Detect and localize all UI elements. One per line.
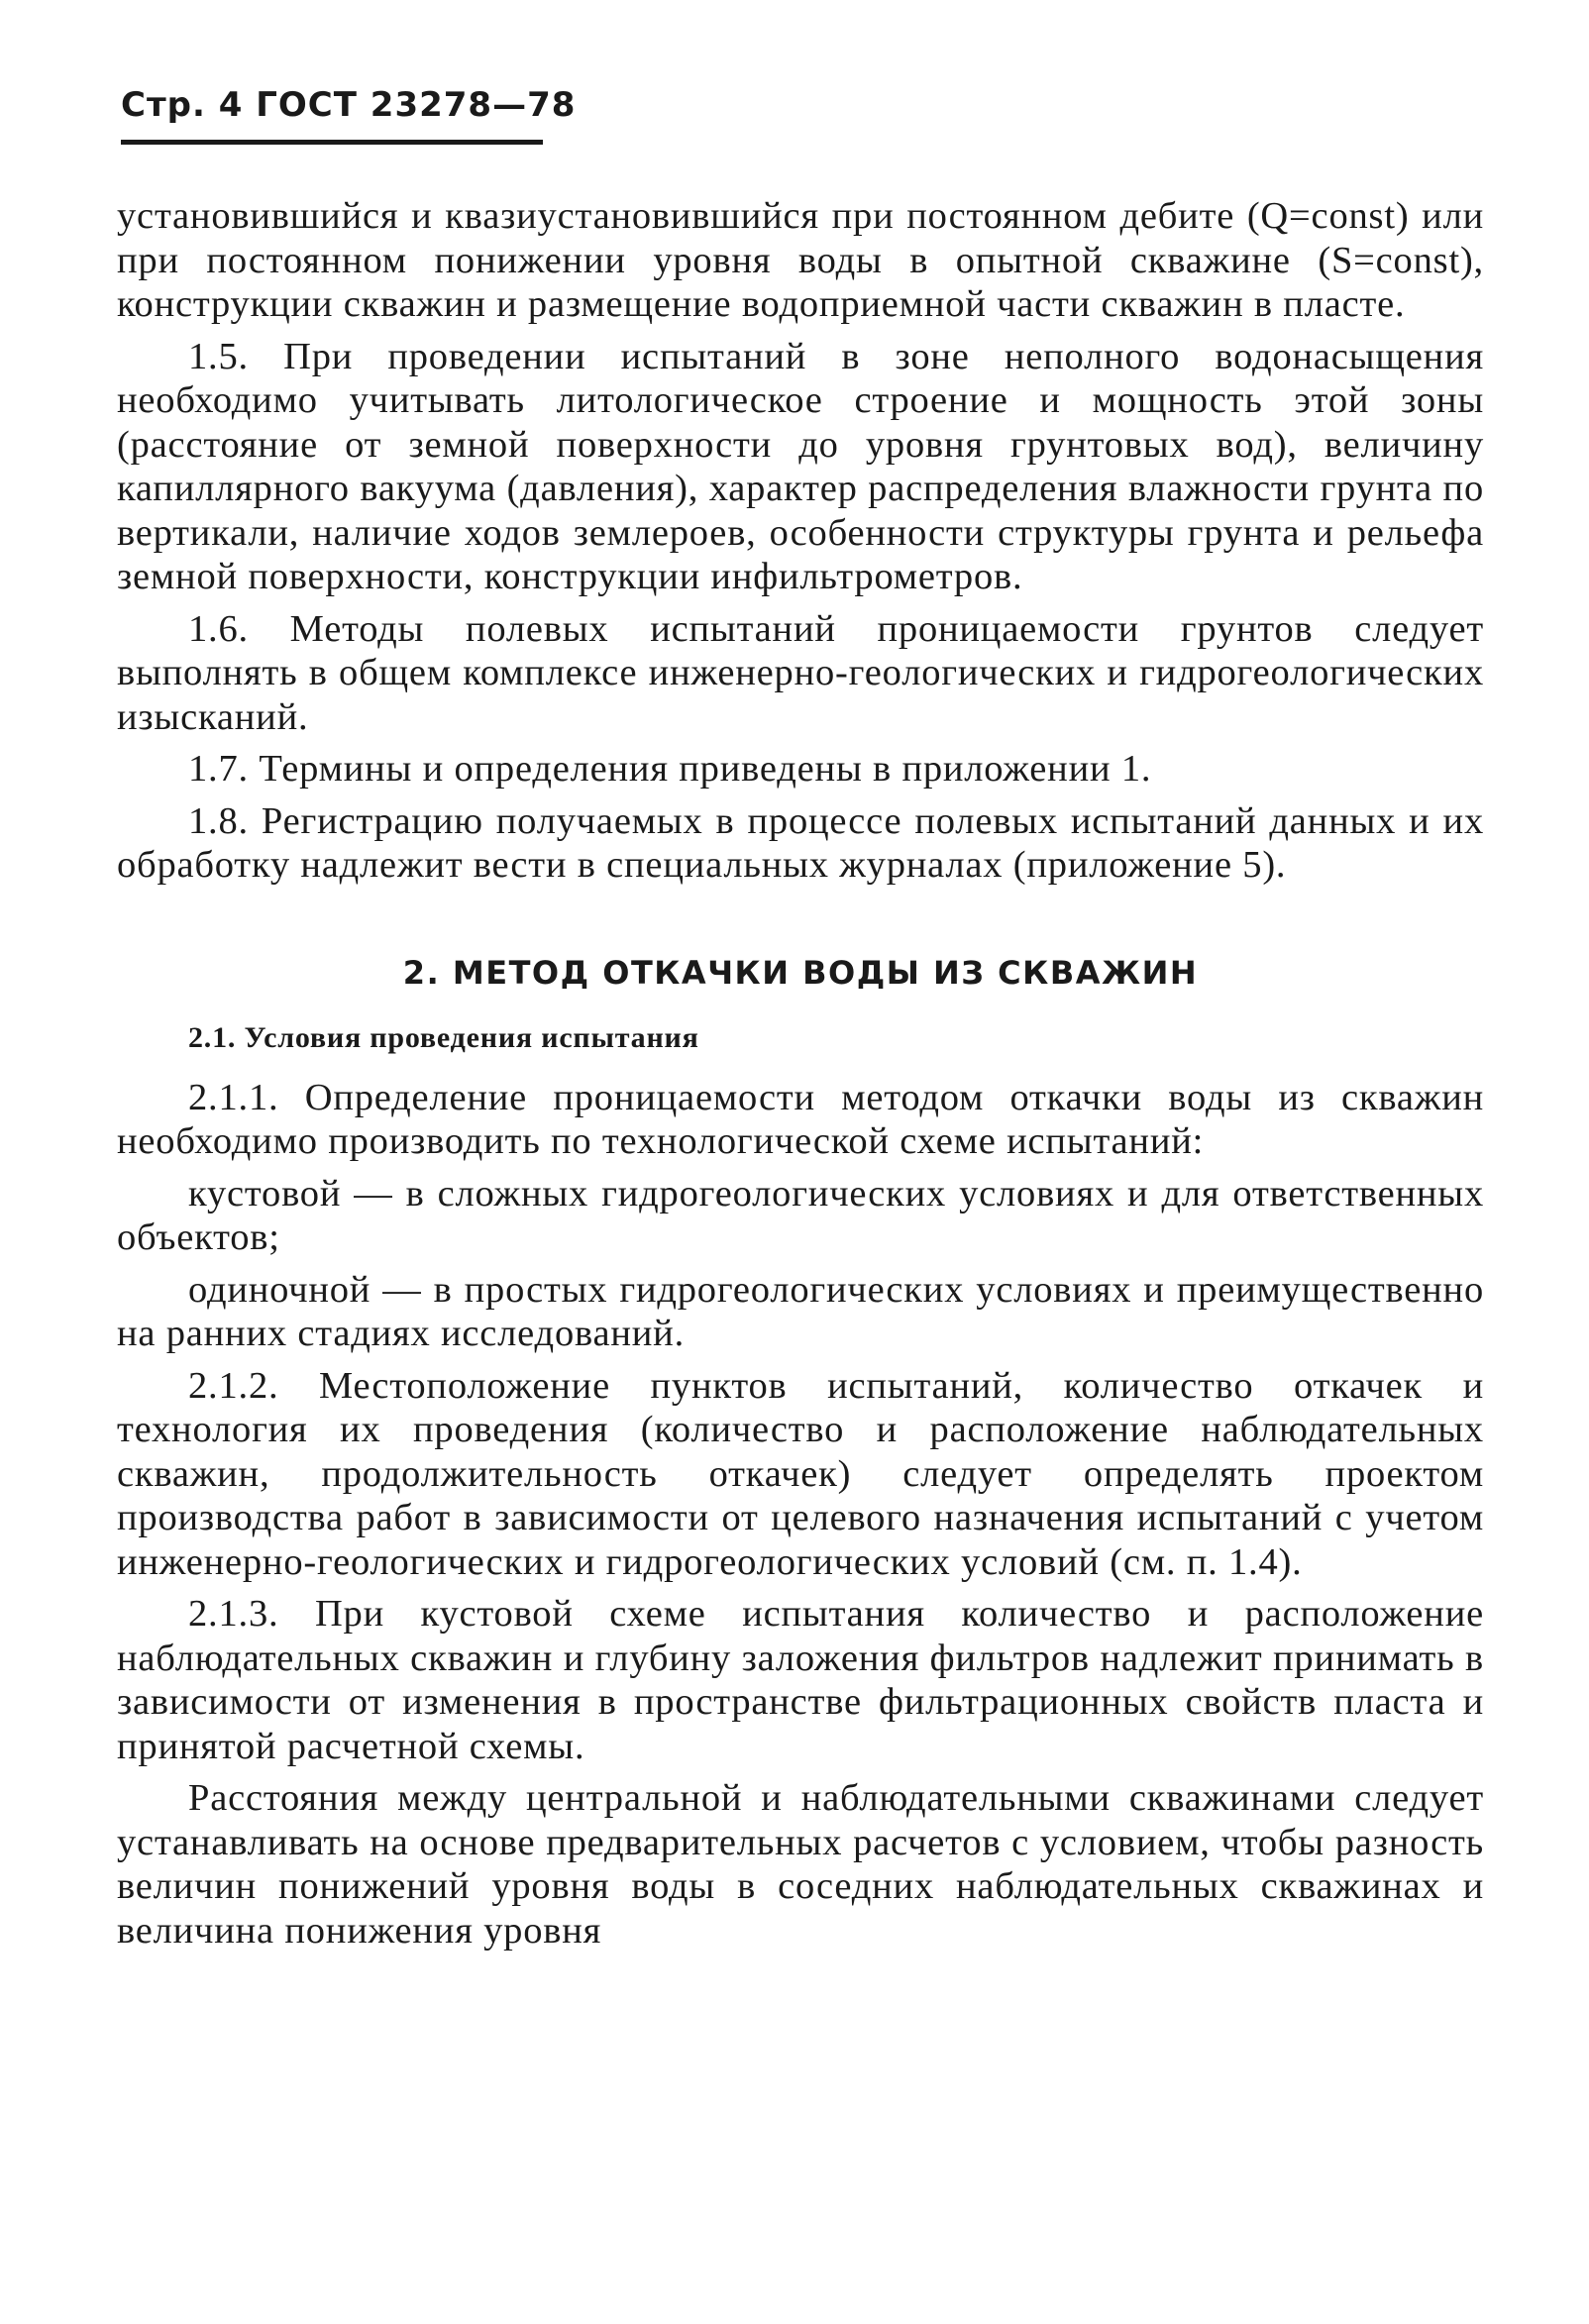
section-title: 2. МЕТОД ОТКАЧКИ ВОДЫ ИЗ СКВАЖИН	[402, 953, 1199, 992]
paragraph-2-1-3: 2.1.3. При кустовой схеме испытания количество и расположение наблюдательных скважин и глубину заложения фильтров надлежит принимать в зависимости от изменения в пространстве фильтрационных свойств пласта и принятой расчетной схемы.	[117, 1593, 1484, 1767]
paragraph-distances: Расстояния между центральной и наблюдательными скважинами следует устанавливать на основе предварительных расчетов с условием, чтобы разность величин понижений уровня воды в соседних наблюдательных скважинах и величина понижения уровня	[117, 1777, 1484, 1952]
paragraph-single-scheme: одиночной — в простых гидрогеологических условиях и преимущественно на ранних стадиях исследований.	[117, 1268, 1484, 1354]
paragraph-2-1-2: 2.1.2. Местоположение пунктов испытаний, количество откачек и технология их проведения (количество и расположение наблюдательных скважин, продолжительность откачек) следует определять проектом производства работ в зависимости от целевого назначения испытаний с учетом инженерно-геологических и гидрогеологических условий (см. п. 1.4).	[117, 1364, 1484, 1583]
subsection-title: 2.1. Условия проведения испытания	[188, 1020, 699, 1054]
header-rule	[121, 140, 543, 145]
paragraph-cluster-scheme: кустовой — в сложных гидрогеологических условиях и для ответственных объектов;	[117, 1172, 1484, 1258]
paragraph-continuation: установившийся и квазиустановившийся при постоянном дебите (Q=const) или при постоянном понижении уровня воды в опытной скважине (S=const), конструкции скважин и размещение водоприемной части скважин в пласте.	[117, 195, 1484, 325]
paragraph-1-6: 1.6. Методы полевых испытаний проницаемости грунтов следует выполнять в общем комплексе инженерно-геологических и гидрогеологических изысканий.	[117, 607, 1484, 738]
paragraph-1-7: 1.7. Термины и определения приведены в приложении 1.	[188, 748, 1152, 790]
document-body	[117, 194, 1484, 1960]
page-header: Стр. 4 ГОСТ 23278—78	[121, 85, 577, 125]
paragraph-1-8: 1.8. Регистрацию получаемых в процессе полевых испытаний данных и их обработку надлежит вести в специальных журналах (приложение 5).	[117, 799, 1484, 886]
paragraph-1-5: 1.5. При проведении испытаний в зоне неполного водонасыщения необходимо учитывать литологическое строение и мощность этой зоны (расстояние от земной поверхности до уровня грунтовых вод), величину капиллярного вакуума (давления), характер распределения влажности грунта по вертикали, наличие ходов землероев, особенности структуры грунта и рельефа земной поверхности, конструкции инфильтрометров.	[117, 335, 1484, 597]
paragraph-2-1-1: 2.1.1. Определение проницаемости методом откачки воды из скважин необходимо производить по технологической схеме испытаний:	[117, 1076, 1484, 1162]
